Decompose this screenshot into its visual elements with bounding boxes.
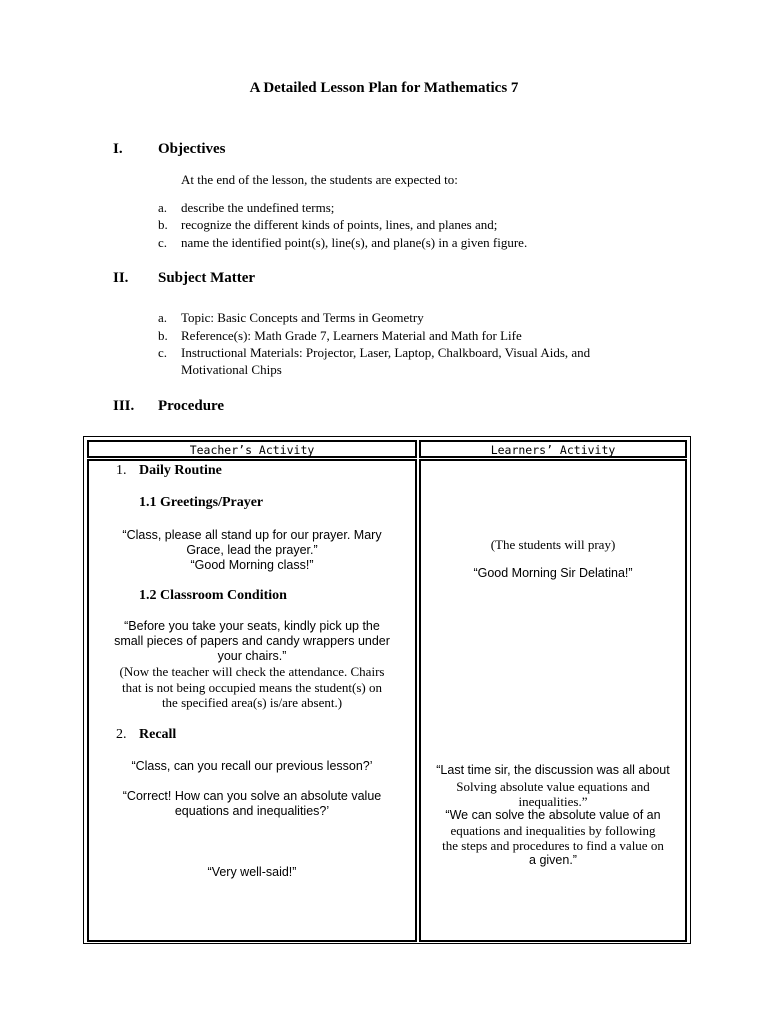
teacher-activity-cell <box>87 459 417 942</box>
objective-letter: b. <box>158 217 168 232</box>
subject-item: Instructional Materials: Projector, Laser, Laptop, Chalkboard, Visual Aids, and <box>181 345 591 360</box>
recall-number: 2. <box>116 727 127 742</box>
section-title-procedure: Procedure <box>158 398 225 414</box>
learners-recall-line: “Last time sir, the discussion was all about <box>436 763 670 777</box>
daily-routine-heading: Daily Routine <box>139 463 222 478</box>
teacher-header: Teacher’s Activity <box>189 443 315 457</box>
teacher-header-cell <box>87 440 417 458</box>
document-title: A Detailed Lesson Plan for Mathematics 7 <box>249 80 519 96</box>
teacher-condition-line: that is not being occupied means the student(s) on <box>122 680 382 695</box>
subject-item: Topic: Basic Concepts and Terms in Geometry <box>181 310 424 325</box>
teacher-recall-line: “Correct! How can you solve an absolute value <box>122 789 382 803</box>
section-number-procedure: III. <box>113 398 135 414</box>
objective-letter: c. <box>158 235 168 250</box>
objective-item: recognize the different kinds of points, lines, and planes and; <box>181 217 498 232</box>
classroom-condition-heading: 1.2 Classroom Condition <box>139 588 287 603</box>
section-title-subject-matter: Subject Matter <box>158 270 256 286</box>
learners-activity-cell <box>419 459 687 942</box>
learners-recall-line: the steps and procedures to find a value on <box>442 838 664 853</box>
teacher-greeting-line: Grace, lead the prayer.” <box>186 543 318 557</box>
teacher-greeting-line: “Class, please all stand up for our prayer. Mary <box>122 528 382 542</box>
learners-recall-line: equations and inequalities by following <box>450 823 656 838</box>
teacher-recall-line: equations and inequalities?’ <box>174 804 330 818</box>
subject-letter: a. <box>158 310 168 325</box>
procedure-table <box>83 436 691 944</box>
teacher-recall-line: “Very well-said!” <box>207 865 297 879</box>
subject-letter: b. <box>158 328 168 343</box>
teacher-condition-line: “Before you take your seats, kindly pick up the <box>124 619 380 633</box>
learners-greeting: “Good Morning Sir Delatina!” <box>473 566 633 580</box>
daily-routine-number: 1. <box>116 463 127 478</box>
teacher-condition-line: your chairs.” <box>217 649 287 663</box>
teacher-condition-line: the specified area(s) is/are absent.) <box>161 695 343 710</box>
section-number-objectives: I. <box>113 141 123 157</box>
recall-heading: Recall <box>139 727 177 742</box>
objective-letter: a. <box>158 200 168 215</box>
teacher-recall-line: “Class, can you recall our previous lesson?’ <box>131 759 373 773</box>
learners-recall-line: “We can solve the absolute value of an <box>445 808 661 822</box>
teacher-greeting-line: “Good Morning class!” <box>190 558 314 572</box>
subject-letter: c. <box>158 345 168 360</box>
learners-header: Learners’ Activity <box>490 443 616 457</box>
objective-item: describe the undefined terms; <box>181 200 335 215</box>
learners-pray: (The students will pray) <box>490 537 616 552</box>
greetings-heading: 1.1 Greetings/Prayer <box>139 495 264 510</box>
teacher-condition-line: small pieces of papers and candy wrappers under <box>114 634 390 648</box>
learners-recall-line: Solving absolute value equations and <box>456 779 650 794</box>
learners-recall-line: a given.” <box>529 853 577 867</box>
learners-header-cell <box>419 440 687 458</box>
teacher-condition-line: (Now the teacher will check the attendance. Chairs <box>119 664 385 679</box>
objectives-intro: At the end of the lesson, the students are expected to: <box>181 172 458 187</box>
learners-recall-line: inequalities.” <box>518 794 588 809</box>
objective-item: name the identified point(s), line(s), and plane(s) in a given figure. <box>181 235 528 250</box>
section-number-subject-matter: II. <box>113 270 129 286</box>
subject-item-continuation: Motivational Chips <box>181 362 282 377</box>
section-title-objectives: Objectives <box>158 141 226 157</box>
subject-item: Reference(s): Math Grade 7, Learners Material and Math for Life <box>181 328 522 343</box>
